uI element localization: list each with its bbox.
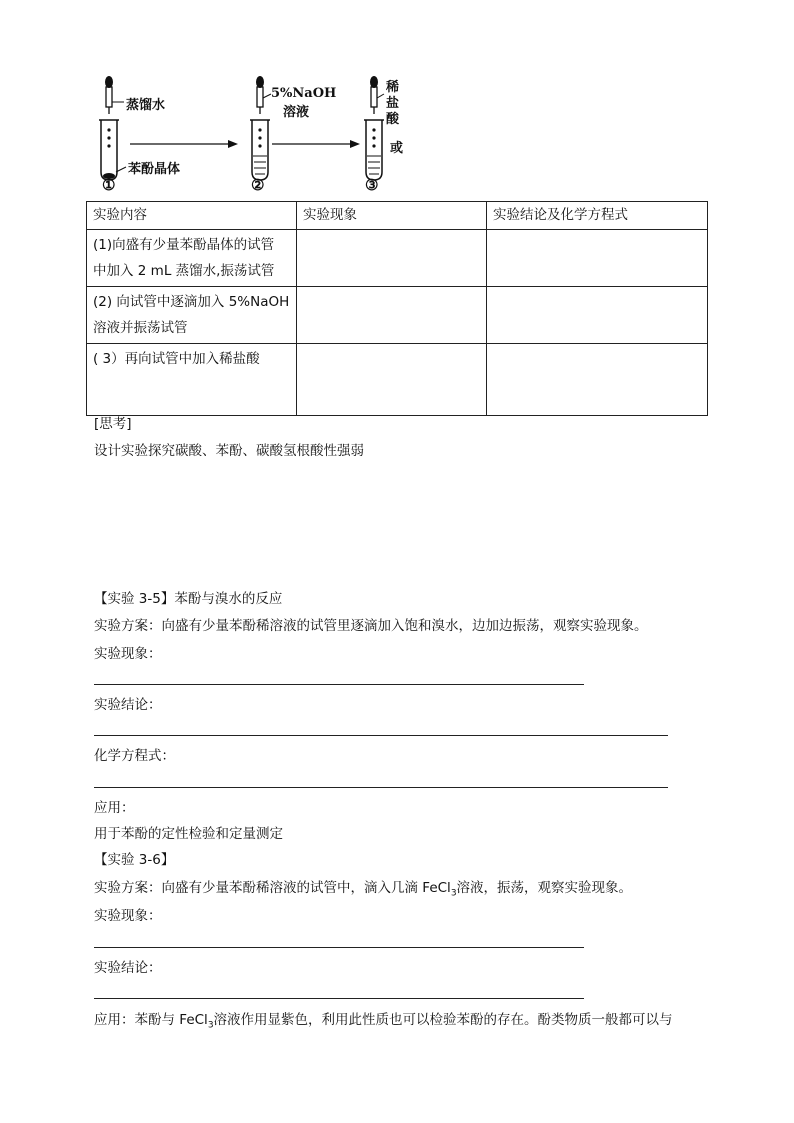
table-header-row: [87, 202, 708, 230]
exp35-conclusion-label: 实验结论：: [94, 697, 162, 713]
step-1-marker: ①: [102, 176, 116, 194]
test-tube-3: [364, 120, 384, 180]
exp36-title: 【实验 3-6】: [94, 852, 175, 868]
exp36-plan: 实验方案：向盛有少量苯酚稀溶液的试管中，滴入几滴 FeCl$_3$溶液，振荡，观察实验现象。: [94, 880, 633, 899]
label-dilute: 稀: [386, 80, 400, 95]
step-2-marker: ②: [251, 176, 265, 194]
label-acid: 酸: [386, 112, 400, 127]
exp36-phenomenon-answer-line[interactable]: [94, 947, 584, 948]
header-phenomenon: 实验现象: [297, 202, 487, 230]
row2-conclusion-cell[interactable]: [487, 287, 708, 344]
exp35-phenomenon-answer-line[interactable]: [94, 684, 584, 685]
label-or: 或: [390, 141, 404, 156]
dropper-2: [256, 76, 264, 114]
exp35-equation-label: 化学方程式：: [94, 748, 175, 764]
exp35-title: 【实验 3-5】苯酚与溴水的反应: [94, 591, 283, 607]
row3-content: ( 3）再向试管中加入稀盐酸: [87, 344, 297, 416]
arrow-right-icon: [130, 140, 238, 148]
row2-phenomenon-cell[interactable]: [297, 287, 487, 344]
exp36-conclusion-answer-line[interactable]: [94, 998, 584, 999]
exp35-plan: 实验方案：向盛有少量苯酚稀溶液的试管里逐滴加入饱和溴水，边加边振荡，观察实验现象。: [94, 618, 648, 634]
header-conclusion: 实验结论及化学方程式: [487, 202, 708, 230]
row1-content: (1)向盛有少量苯酚晶体的试管 中加入 2 mL 蒸馏水,振荡试管: [87, 230, 297, 287]
step-3-marker: ③: [365, 176, 379, 194]
think-text: 设计实验探究碳酸、苯酚、碳酸氢根酸性强弱: [94, 443, 364, 459]
label-phenol-crystal: 苯酚晶体: [128, 162, 181, 177]
table-row: [87, 344, 708, 416]
test-tube-2: [250, 120, 270, 180]
dropper-3: [370, 76, 378, 114]
row3-phenomenon-cell[interactable]: [297, 344, 487, 416]
table-row: [87, 230, 708, 287]
arrow-right-icon: [272, 140, 360, 148]
exp36-conclusion-label: 实验结论：: [94, 960, 162, 976]
label-hydrochloric: 盐: [386, 96, 400, 111]
header-content: 实验内容: [87, 202, 297, 230]
think-title: [思考]: [94, 416, 132, 432]
dropper-1: [105, 76, 113, 114]
table-row: [87, 287, 708, 344]
label-solution: 溶液: [283, 105, 310, 120]
label-distilled-water: 蒸馏水: [126, 98, 166, 113]
exp36-phenomenon-label: 实验现象：: [94, 908, 162, 924]
exp35-application-label: 应用：: [94, 800, 135, 816]
row2-content: (2) 向试管中逐滴加入 5%NaOH 溶液并振荡试管: [87, 287, 297, 344]
exp35-equation-answer-line[interactable]: [94, 787, 668, 788]
exp36-application: 应用：苯酚与 FeCl$_3$溶液作用显紫色，利用此性质也可以检验苯酚的存在。酚类物质一般都可以与: [94, 1012, 673, 1031]
row3-conclusion-cell[interactable]: [487, 344, 708, 416]
row1-conclusion-cell[interactable]: [487, 230, 708, 287]
exp35-conclusion-answer-line[interactable]: [94, 735, 668, 736]
label-naoh: 5%NaOH: [271, 86, 337, 101]
test-tube-1: [99, 120, 119, 180]
exp35-application-text: 用于苯酚的定性检验和定量测定: [94, 826, 283, 842]
row1-phenomenon-cell[interactable]: [297, 230, 487, 287]
exp35-phenomenon-label: 实验现象：: [94, 646, 162, 662]
experiment-table: [86, 201, 708, 416]
